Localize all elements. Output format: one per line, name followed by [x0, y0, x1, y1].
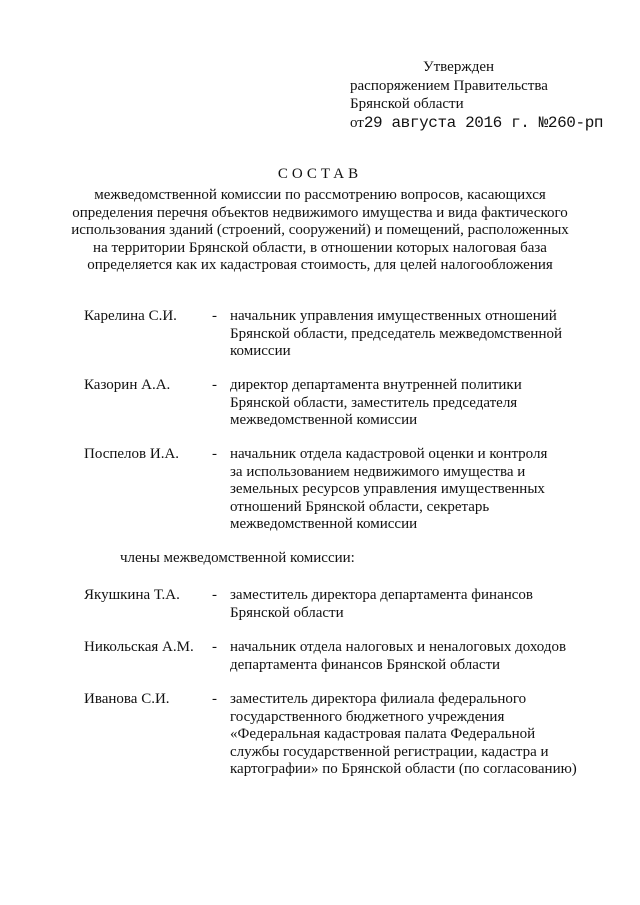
entry-dash: - [212, 639, 217, 655]
approval-date-number: 29 августа 2016 г. №260-рп [363, 113, 604, 132]
position-line: начальник управления имущественных отношений [230, 308, 557, 324]
members-section-label: члены межведомственной комиссии: [120, 550, 355, 566]
approval-authority: распоряжением Правительства [350, 77, 548, 94]
subtitle-line: на территории Брянской области, в отношении которых налоговая база [93, 239, 547, 256]
member-position [230, 377, 522, 430]
member-position [230, 639, 566, 674]
entry-dash: - [212, 691, 217, 707]
position-line: межведомственной комиссии [230, 412, 418, 428]
position-line: «Федеральная кадастровая палата Федеральной [230, 726, 536, 742]
member-name: Иванова С.И. [84, 691, 170, 707]
subtitle-line: межведомственной комиссии по рассмотрению вопросов, касающихся [94, 187, 546, 203]
position-line: Брянской области, председатель межведомственной [230, 325, 563, 342]
member-name: Карелина С.И. [84, 308, 177, 324]
entry-dash: - [212, 446, 217, 462]
position-line: начальник отдела налоговых и неналоговых доходов [230, 639, 567, 655]
approval-region: Брянской области [350, 96, 464, 112]
position-line: департамента финансов Брянской области [230, 656, 501, 673]
subtitle-line: использования зданий (строений, сооружений) и помещений, расположенных [71, 222, 569, 238]
document-subtitle [60, 187, 580, 275]
subtitle-line: определения перечня объектов недвижимого имущества и вида фактического [72, 204, 568, 221]
position-line: отношений Брянской области, секретарь [230, 498, 490, 515]
entry-dash: - [212, 308, 217, 324]
approval-date-prefix: от [350, 114, 364, 131]
member-name: Никольская А.М. [84, 639, 194, 655]
position-line: государственного бюджетного учреждения [230, 708, 505, 725]
member-position [230, 446, 547, 534]
entry-dash: - [212, 377, 217, 393]
member-name: Поспелов И.А. [84, 446, 180, 462]
position-line: Брянской области [230, 604, 344, 621]
member-position [230, 587, 533, 622]
position-line: картографии» по Брянской области (по согласованию) [230, 761, 577, 777]
subtitle-line: определяется как их кадастровая стоимость, для целей налогообложения [87, 257, 553, 273]
member-name: Казорин А.А. [84, 377, 171, 393]
approval-title: Утвержден [423, 59, 495, 75]
position-line: Брянской области, заместитель председателя [230, 394, 518, 411]
member-position [230, 691, 577, 779]
position-line: комиссии [230, 343, 291, 359]
member-position [230, 308, 562, 361]
position-line: за использованием недвижимого имущества и [230, 463, 526, 480]
position-line: земельных ресурсов управления имущественных [230, 481, 545, 497]
member-name: Якушкина Т.А. [84, 587, 180, 603]
position-line: директор департамента внутренней политики [230, 377, 522, 393]
position-line: начальник отдела кадастровой оценки и контроля [230, 446, 548, 462]
position-line: межведомственной комиссии [230, 516, 418, 532]
position-line: службы государственной регистрации, кадастра и [230, 743, 549, 760]
entry-dash: - [212, 587, 217, 603]
approval-block [350, 58, 603, 132]
position-line: заместитель директора департамента финансов [230, 587, 534, 603]
position-line: заместитель директора филиала федерального [230, 691, 527, 707]
document-heading: СОСТАВ [277, 166, 363, 182]
approval-date-line [350, 114, 603, 133]
